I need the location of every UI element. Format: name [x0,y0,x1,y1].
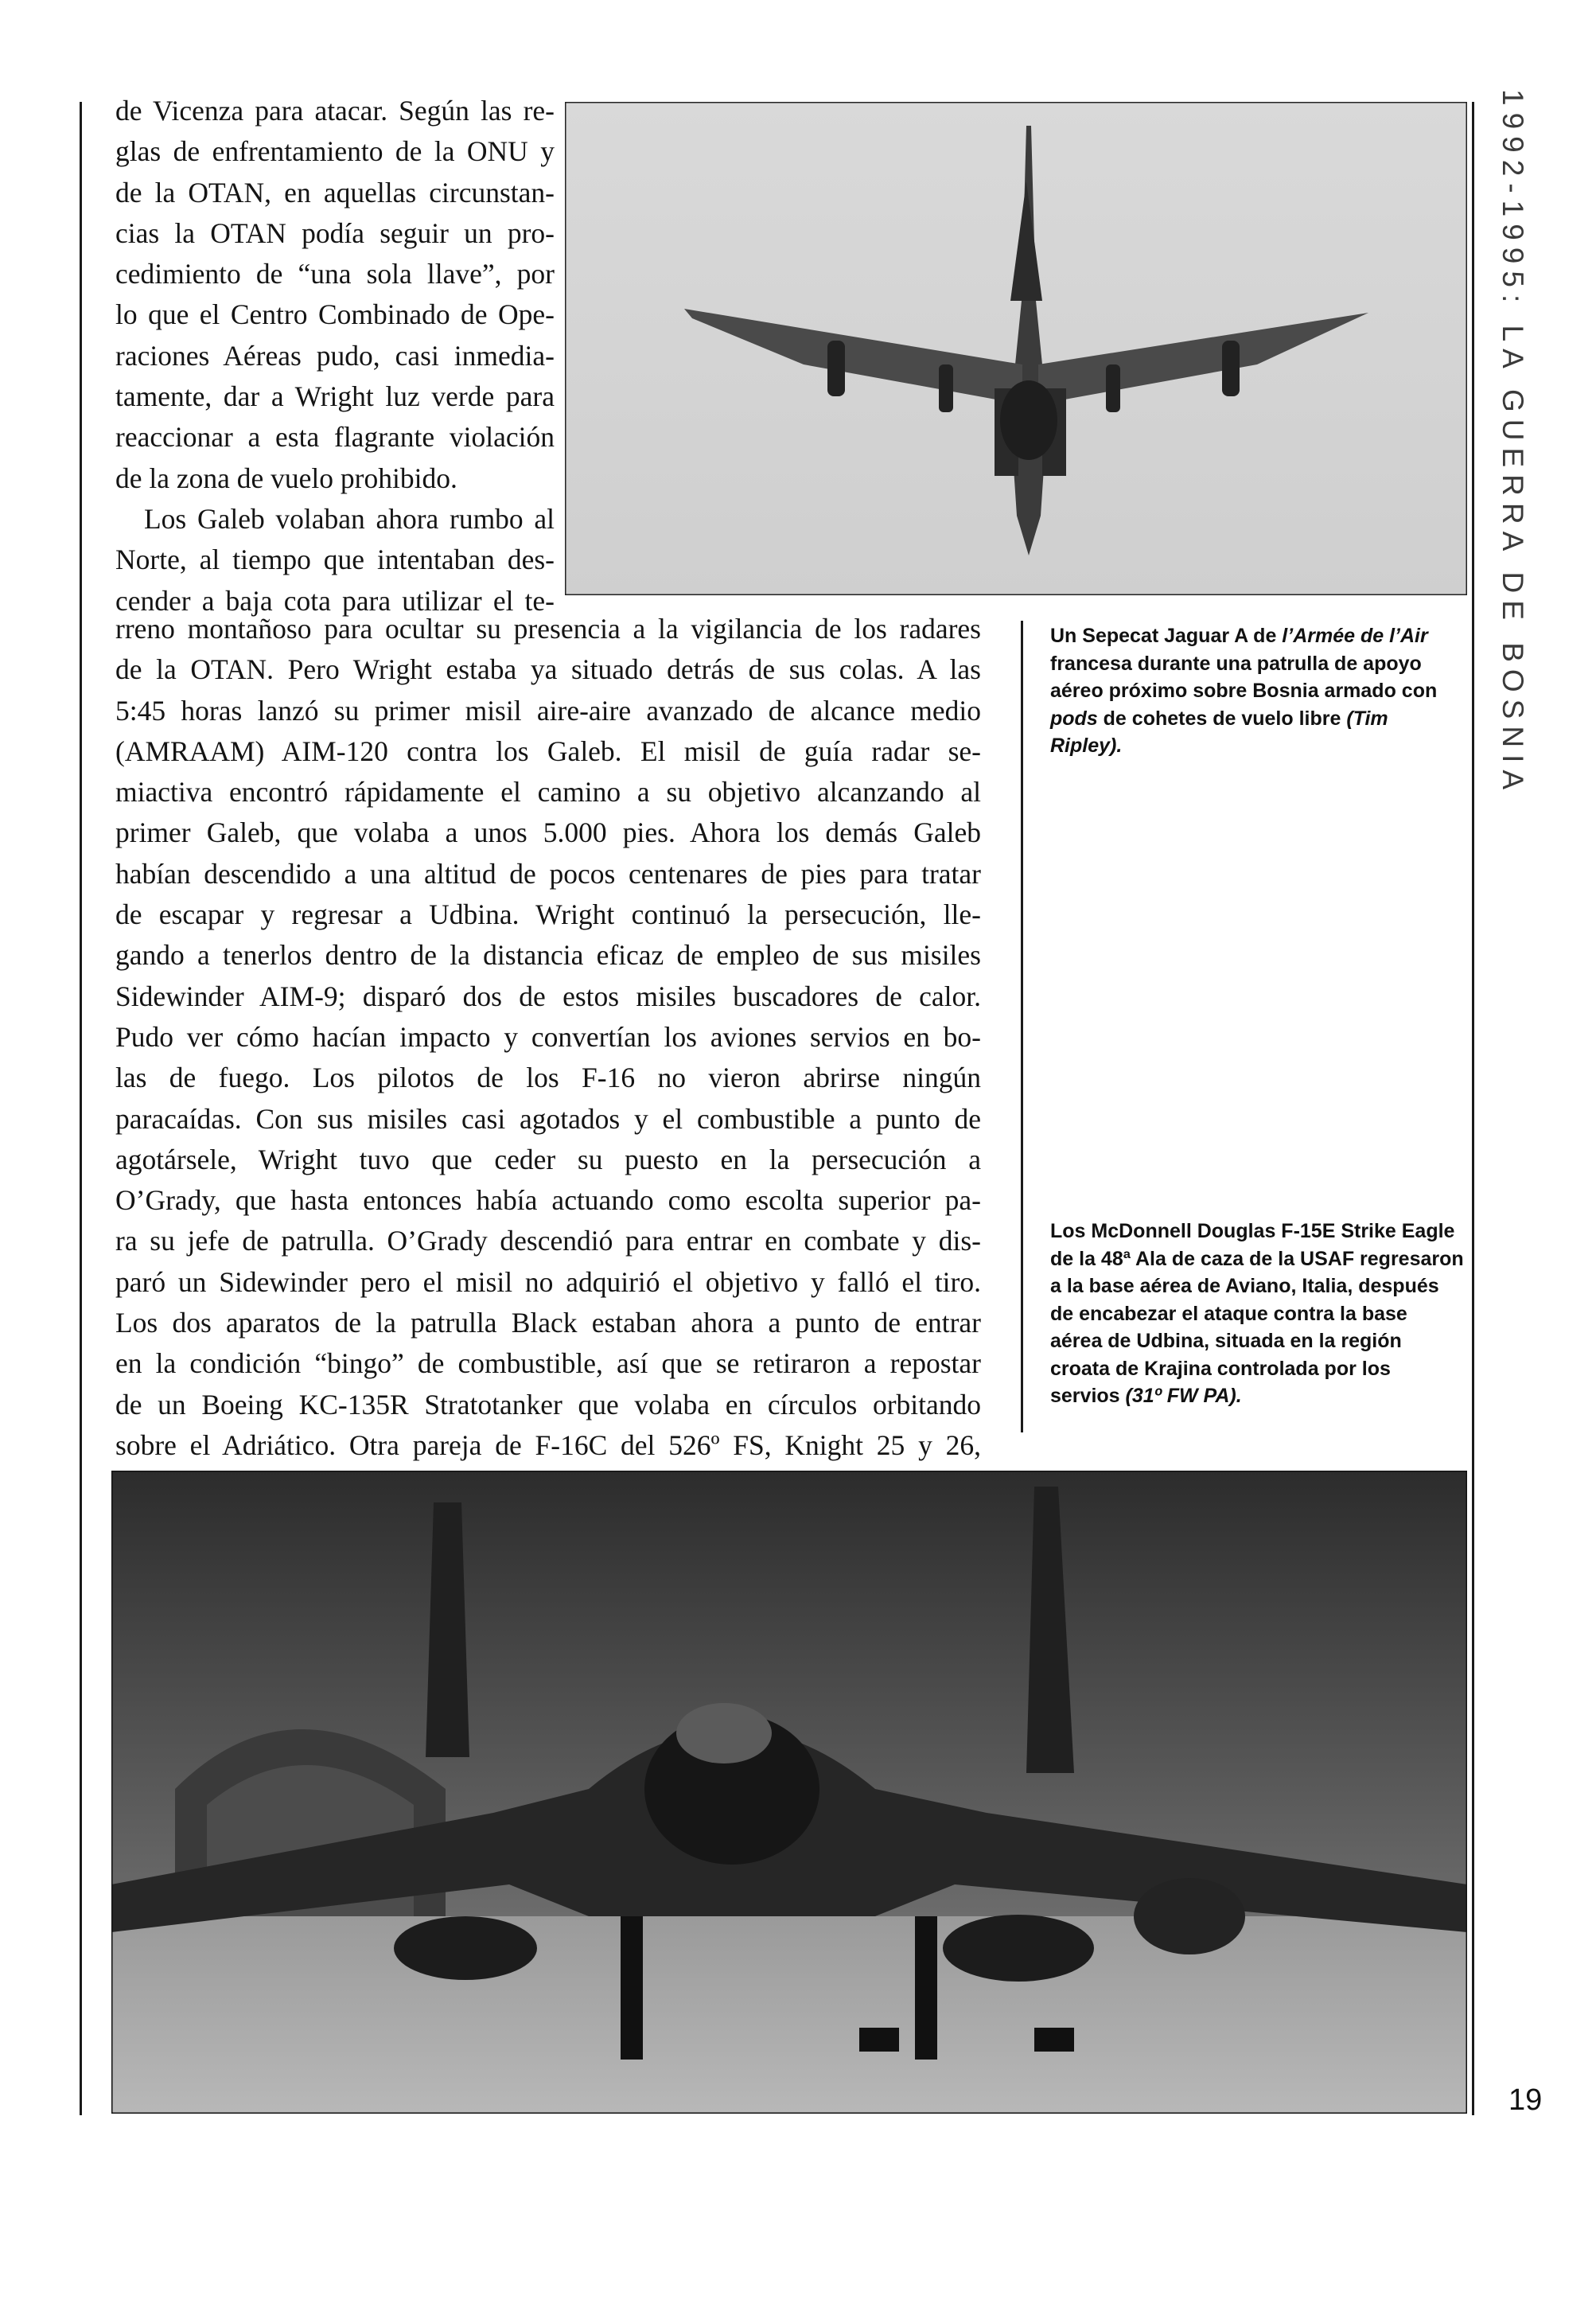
caption-column-rule [1021,621,1023,1432]
page-number: 19 [1508,2083,1543,2117]
text-line: tamente, dar a Wright luz verde para [115,380,555,413]
text-line: Sidewinder AIM-9; disparó dos de estos misiles buscadores de calor. [115,980,981,1012]
text-line: primer Galeb, que volaba a unos 5.000 pies. Ahora los demás Galeb [115,816,981,849]
f15e-photo [111,1471,1467,2114]
running-title: 1992-1995: LA GUERRA DE BOSNIA [1497,89,1529,797]
text-line: raciones Aéreas pudo, casi inmedia- [115,339,555,372]
text-line: las de fuego. Los pilotos de los F-16 no vieron abrirse ningún [115,1062,981,1094]
text-line: de Vicenza para atacar. Según las re- [115,95,555,127]
text-line: de la zona de vuelo prohibido. [115,462,457,494]
caption-text: Los McDonnell Douglas F-15E Strike Eagle de la 48ª Ala de caza de la USAF regresaron a la base aérea de Aviano, Italia, después de encabezar el ataque contra la base aérea de Udbina, situada en la región croata de Krajina controlada por los servios [1050,1220,1464,1407]
body-column-wide [115,609,981,1466]
text-line: Norte, al tiempo que intentaban des- [115,544,555,576]
caption-italic: l’Armée de l’Air [1282,625,1428,647]
caption-text: de cohetes de vuelo libre [1097,707,1347,730]
text-line: habían descendido a una altitud de pocos centenares de pies para tratar [115,857,981,890]
text-line: O’Grady, que hasta entonces había actuando como escolta superior pa- [115,1184,981,1217]
text-line: de un Boeing KC-135R Stratotanker que volaba en círculos orbitando [115,1388,981,1421]
text-line: Pudo ver cómo hacían impacto y convertían los aviones servios en bo- [115,1020,981,1053]
text-line: cender a baja cota para utilizar el te- [115,584,555,617]
text-line: lo que el Centro Combinado de Ope- [115,298,555,331]
text-line: 5:45 horas lanzó su primer misil aire-aire avanzado de alcance medio [115,694,981,727]
text-line: de la OTAN, en aquellas circunstan- [115,176,555,208]
text-line: cedimiento de “una sola llave”, por [115,258,555,290]
text-line: ra su jefe de patrulla. O’Grady descendió para entrar en combate y dis- [115,1225,981,1257]
text-line: reaccionar a esta flagrante violación [115,421,555,454]
text-line: agotársele, Wright tuvo que ceder su puesto en la persecución a [115,1143,981,1175]
text-line: sobre el Adriático. Otra pareja de F-16C del 526º FS, Knight 25 y 26, [115,1428,981,1461]
f15e-caption [1050,1218,1464,1410]
body-column-top [115,91,555,622]
left-margin-rule [80,102,82,2115]
text-line: glas de enfrentamiento de la ONU y [115,135,555,168]
paragraph-1 [115,91,555,499]
text-line: en la condición “bingo” de combustible, así que se retiraron a repostar [115,1347,981,1380]
photo-credit: (31º FW PA). [1125,1385,1242,1407]
text-line: Los Galeb volaban ahora rumbo al [144,502,555,535]
text-line: miactiva encontró rápidamente el camino a su objetivo alcanzando al [115,776,981,809]
text-line: de la OTAN. Pero Wright estaba ya situado detrás de sus colas. A las [115,653,981,686]
caption-italic: pods [1050,707,1098,730]
text-line: (AMRAAM) AIM-120 contra los Galeb. El misil de guía radar se- [115,735,981,767]
caption-text: francesa durante una patrulla de apoyo aéreo próximo sobre Bosnia armado con [1050,652,1438,702]
text-line: paracaídas. Con sus misiles casi agotados y el combustible a punto de [115,1102,981,1135]
text-line: paró un Sidewinder pero el misil no adquirió el objetivo y falló el tiro. [115,1265,981,1298]
caption-text: Un Sepecat Jaguar A de [1050,625,1283,647]
photo-credit: (Tim Ripley). [1050,707,1388,757]
jaguar-caption [1050,622,1464,760]
text-line: rreno montañoso para ocultar su presencia a la vigilancia de los radares [115,613,981,645]
text-line: cias la OTAN podía seguir un pro- [115,216,555,249]
paragraph-2-start [115,499,555,540]
jaguar-photo [565,102,1467,595]
right-margin-rule [1472,102,1474,2115]
text-line: Los dos aparatos de la patrulla Black estaban ahora a punto de entrar [115,1307,981,1339]
text-line: de escapar y regresar a Udbina. Wright continuó la persecución, lle- [115,898,981,931]
text-line: gando a tenerlos dentro de la distancia eficaz de empleo de sus misiles [115,939,981,972]
